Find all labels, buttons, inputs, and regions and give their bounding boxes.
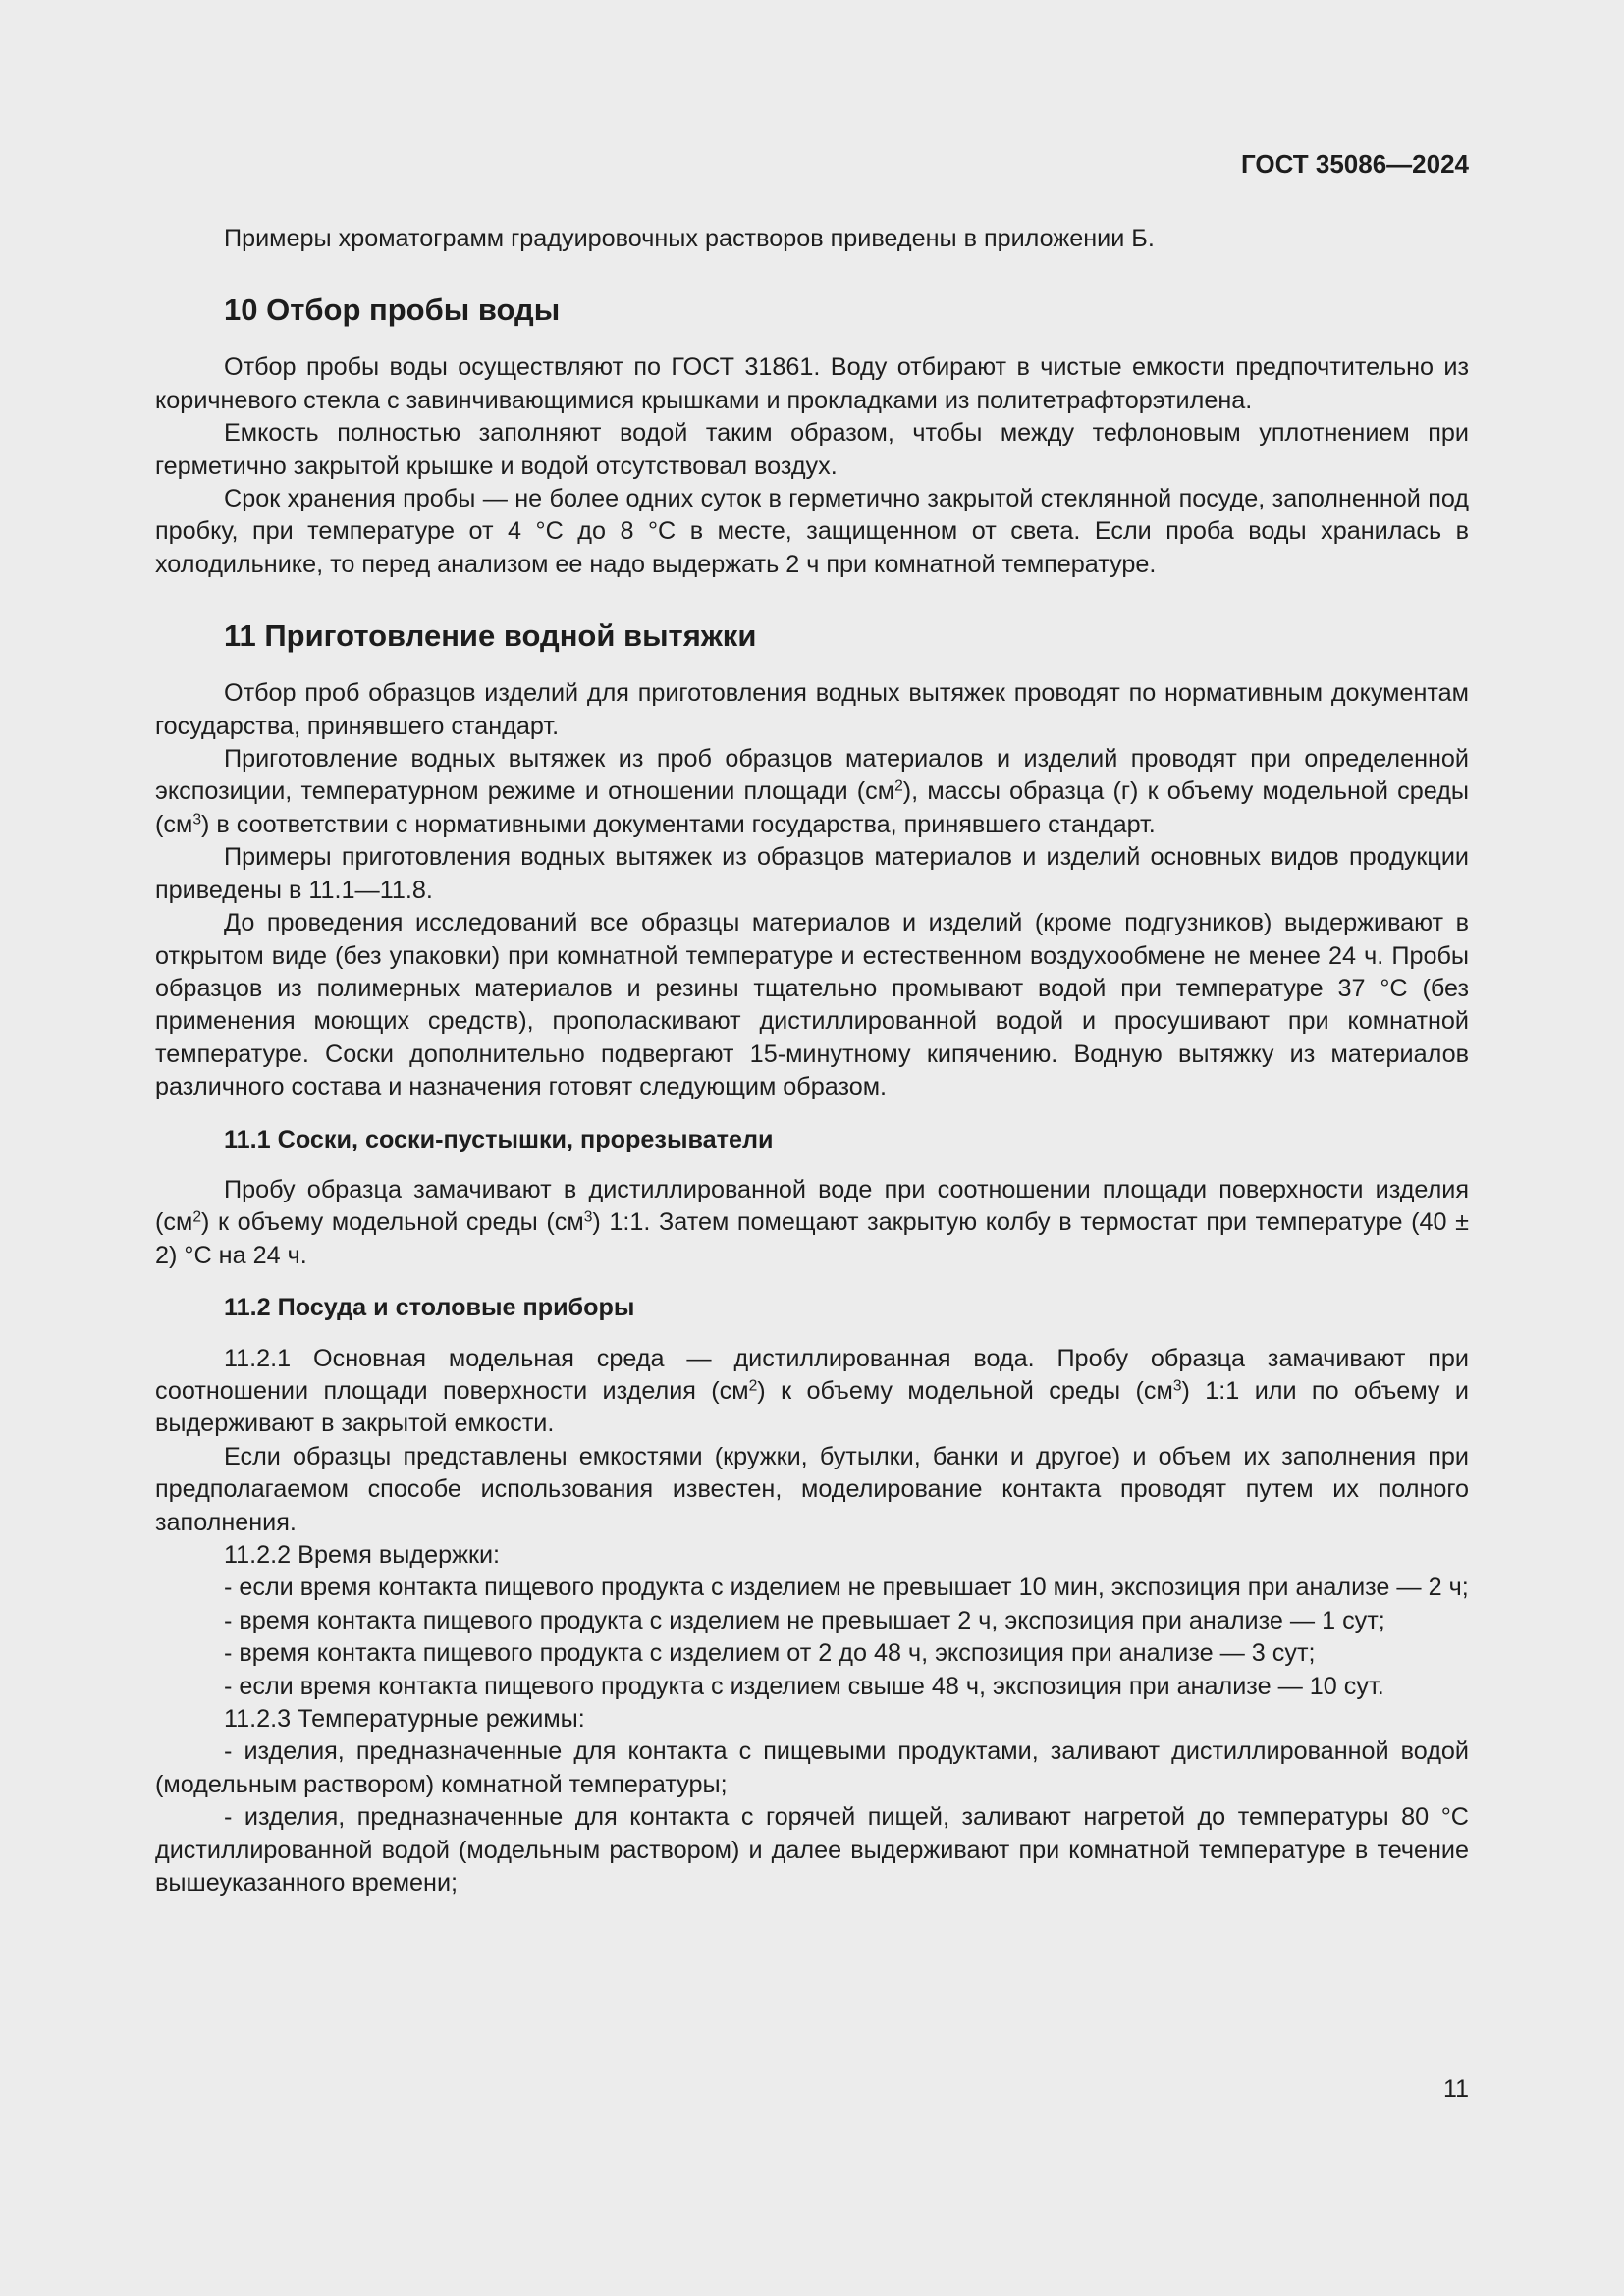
section-11-paragraph-2 [155, 743, 1469, 841]
superscript: 3 [1172, 1377, 1182, 1395]
section-11-2-paragraph-4: 11.2.3 Температурные режимы: [224, 1705, 585, 1734]
section-11-2-paragraph-1 [155, 1343, 1469, 1441]
superscript: 3 [583, 1208, 593, 1226]
section-10-paragraph-3: Срок хранения пробы — не более одних суток в герметично закрытой стеклянной посуде, заполненной под пробку, при температуре от 4 °С до 8 °С в месте, защищенном от света. Если проба воды хранилась в холодильнике, то перед анализом ее надо выдержать 2 ч при комнатной температуре. [155, 485, 1469, 578]
section-10-paragraph-2: Емкость полностью заполняют водой таким образом, чтобы между тефлоновым уплотнением при герметично закрытой крышке и водой отсутствовал воздух. [155, 419, 1469, 480]
text-span: 11.2.1 Основная модельная среда — дистиллированная вода. Пробу образца замачивают при соотношении площади поверхности изделия (см [155, 1344, 1469, 1405]
text-span: ) 1:1 или по объему и выдерживают в закрытой емкости. [155, 1376, 1469, 1438]
superscript: 2 [748, 1377, 758, 1395]
superscript: 2 [192, 1208, 201, 1226]
superscript: 2 [894, 777, 903, 795]
text-span: Приготовление водных вытяжек из проб образцов материалов и изделий проводят при определенной экспозиции, температурном режиме и отношении площади (см [155, 745, 1469, 806]
section-11-2-paragraph-3: 11.2.2 Время выдержки: [224, 1541, 501, 1569]
section-11-1-paragraph-1 [155, 1174, 1469, 1272]
text-span: ), массы образца (г) к объему модельной среды (см [155, 777, 1469, 838]
list-item: - если время контакта пищевого продукта с изделием свыше 48 ч, экспозиция при анализе — 10 сут. [224, 1672, 1384, 1700]
text-span: ) 1:1. Затем помещают закрытую колбу в термостат при температуре (40 ± 2) °С на 24 ч. [155, 1208, 1469, 1269]
text-span: Пробу образца замачивают в дистиллированной воде при соотношении площади поверхности изделия (см [155, 1175, 1469, 1237]
list-item: - изделия, предназначенные для контакта с пищевыми продуктами, заливают дистиллированной водой (модельным раствором) комнатной температуры; [155, 1737, 1469, 1798]
section-11-1-heading: 11.1 Соски, соски-пустышки, прорезыватели [224, 1125, 774, 1153]
section-10-heading: 10 Отбор пробы воды [224, 293, 561, 328]
list-item: - время контакта пищевого продукта с изделием от 2 до 48 ч, экспозиция при анализе — 3 сут; [224, 1639, 1316, 1668]
list-item: - изделия, предназначенные для контакта с горячей пищей, заливают нагретой до температуры 80 °С дистиллированной водой (модельным раствором) и далее выдерживают при комнатной температуре в течение вышеуказанного времени; [155, 1803, 1469, 1897]
section-11-paragraph-1: Отбор проб образцов изделий для приготовления водных вытяжек проводят по нормативным документам государства, принявшего стандарт. [155, 679, 1469, 740]
text-span: ) к объему модельной среды (см [201, 1208, 584, 1237]
superscript: 3 [192, 811, 201, 828]
section-11-paragraph-4: До проведения исследований все образцы материалов и изделий (кроме подгузников) выдерживают в открытом виде (без упаковки) при комнатной температуре и естественном воздухообмене не менее 24 ч. Пробы образцов из полимерных материалов и резины тщательно промывают водой при температуре 37 °С (без применения моющих средств), прополаскивают дистиллированной водой и просушивают при комнатной температуре. Соски дополнительно подвергают 15-минутному кипячению. Водную вытяжку из материалов различного состава и назначения готовят следующим образом. [155, 909, 1469, 1101]
page-number: 11 [1443, 2075, 1469, 2103]
document-body [155, 223, 1469, 1899]
section-11-paragraph-3: Примеры приготовления водных вытяжек из образцов материалов и изделий основных видов продукции приведены в 11.1—11.8. [155, 843, 1469, 904]
intro-paragraph: Примеры хроматограмм градуировочных растворов приведены в приложении Б. [224, 225, 1155, 252]
text-span: ) к объему модельной среды (см [757, 1376, 1173, 1405]
text-span: ) в соответствии с нормативными документами государства, принявшего стандарт. [201, 810, 1156, 838]
standard-header: ГОСТ 35086—2024 [1241, 149, 1469, 179]
section-11-2-heading: 11.2 Посуда и столовые приборы [224, 1294, 635, 1322]
section-11-heading: 11 Приготовление водной вытяжки [224, 618, 757, 654]
list-item: - если время контакта пищевого продукта с изделием не превышает 10 мин, экспозиция при анализе — 2 ч; [224, 1574, 1469, 1602]
section-11-2-paragraph-2: Если образцы представлены емкостями (кружки, бутылки, банки и другое) и объем их заполнения при предполагаемом способе использования известен, моделирование контакта проводят путем их полного заполнения. [155, 1442, 1469, 1536]
list-item: - время контакта пищевого продукта с изделием не превышает 2 ч, экспозиция при анализе — 1 сут; [224, 1606, 1385, 1634]
section-10-paragraph-1: Отбор пробы воды осуществляют по ГОСТ 31861. Воду отбирают в чистые емкости предпочтительно из коричневого стекла с завинчивающимися крышками и прокладками из политетрафторэтилена. [155, 353, 1469, 414]
